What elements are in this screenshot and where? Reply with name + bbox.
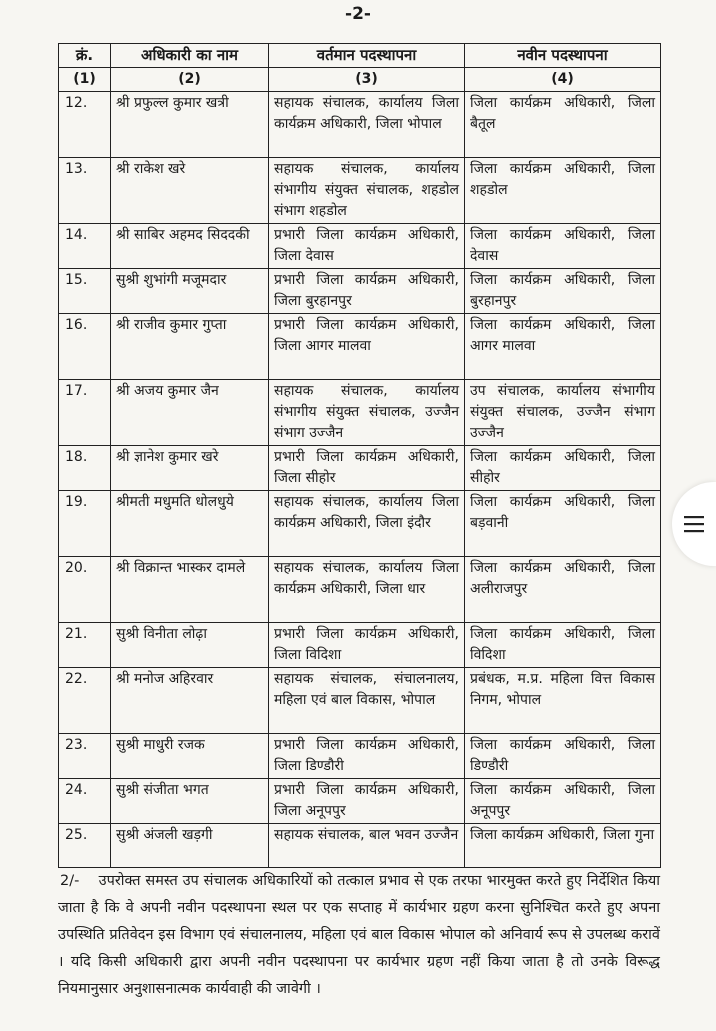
table-row	[59, 158, 661, 224]
new-posting: जिला कार्यक्रम अधिकारी, जिला बुरहानपुर	[465, 269, 661, 314]
table-row	[59, 557, 661, 623]
new-posting: जिला कार्यक्रम अधिकारी, जिला बड़वानी	[465, 491, 661, 557]
new-posting: प्रबंधक, म.प्र. महिला वित्त विकास निगम, भोपाल	[465, 668, 661, 734]
new-posting: जिला कार्यक्रम अधिकारी, जिला विदिशा	[465, 623, 661, 668]
current-posting: सहायक संचालक, कार्यालय संभागीय संयुक्त संचालक, शहडोल संभाग शहडोल	[269, 158, 465, 224]
column-number: (1)	[59, 68, 111, 92]
table-header-row	[59, 44, 661, 68]
current-posting: प्रभारी जिला कार्यक्रम अधिकारी, जिला बुरहानपुर	[269, 269, 465, 314]
officer-name: श्री मनोज अहिरवार	[111, 668, 269, 734]
current-posting: सहायक संचालक, कार्यालय जिला कार्यक्रम अधिकारी, जिला धार	[269, 557, 465, 623]
new-posting: जिला कार्यक्रम अधिकारी, जिला शहडोल	[465, 158, 661, 224]
serial-number: 22.	[59, 668, 111, 734]
header-new-posting: नवीन पदस्थापना	[465, 44, 661, 68]
current-posting: सहायक संचालक, कार्यालय संभागीय संयुक्त संचालक, उज्जैन संभाग उज्जैन	[269, 380, 465, 446]
table-row	[59, 623, 661, 668]
officer-name: श्री साबिर अहमद सिददकी	[111, 224, 269, 269]
table-row	[59, 269, 661, 314]
serial-number: 24.	[59, 779, 111, 824]
header-officer-name: अधिकारी का नाम	[111, 44, 269, 68]
table-row	[59, 824, 661, 868]
new-posting: जिला कार्यक्रम अधिकारी, जिला सीहोर	[465, 446, 661, 491]
serial-number: 19.	[59, 491, 111, 557]
officer-name: श्री ज्ञानेश कुमार खरे	[111, 446, 269, 491]
current-posting: प्रभारी जिला कार्यक्रम अधिकारी, जिला विदिशा	[269, 623, 465, 668]
serial-number: 23.	[59, 734, 111, 779]
current-posting: सहायक संचालक, कार्यालय जिला कार्यक्रम अधिकारी, जिला इंदौर	[269, 491, 465, 557]
table-row	[59, 734, 661, 779]
new-posting: जिला कार्यक्रम अधिकारी, जिला देवास	[465, 224, 661, 269]
officer-name: श्री अजय कुमार जैन	[111, 380, 269, 446]
serial-number: 13.	[59, 158, 111, 224]
header-current-posting: वर्तमान पदस्थापना	[269, 44, 465, 68]
new-posting: जिला कार्यक्रम अधिकारी, जिला अनूपपुर	[465, 779, 661, 824]
serial-number: 20.	[59, 557, 111, 623]
serial-number: 21.	[59, 623, 111, 668]
table-row	[59, 92, 661, 158]
menu-button[interactable]	[672, 482, 716, 566]
paragraph-text: उपरोक्त समस्त उप संचालक अधिकारियों को तत्काल प्रभाव से एक तरफा भारमुक्त करते हुए निर्देशित किया जाता है कि वे अपनी नवीन पदस्थापना स्थल पर एक सप्ताह में कार्यभार ग्रहण करना सुनिश्चित करते हुए अपना उपस्थिति प्रतिवेदन इस विभाग एवं संचालनालय, महिला एवं बाल विकास भोपाल को अनिवार्य रूप से उपलब्ध करावें । यदि किसी अधिकारी द्वारा अपनी नवीन पदस्थापना पर कार्यभार ग्रहण नहीं किया जाता है तो उनके विरूद्ध नियमानुसार अनुशासनात्मक कार्यवाही की जावेगी ।	[58, 873, 661, 997]
current-posting: सहायक संचालक, संचालनालय, महिला एवं बाल विकास, भोपाल	[269, 668, 465, 734]
serial-number: 16.	[59, 314, 111, 380]
table-row	[59, 224, 661, 269]
new-posting: जिला कार्यक्रम अधिकारी, जिला बैतूल	[465, 92, 661, 158]
new-posting: जिला कार्यक्रम अधिकारी, जिला गुना	[465, 824, 661, 868]
officer-name: सुश्री शुभांगी मजूमदार	[111, 269, 269, 314]
header-serial: क्रं.	[59, 44, 111, 68]
officer-name: सुश्री अंजली खड़गी	[111, 824, 269, 868]
officer-name: श्री विक्रान्त भास्कर दामले	[111, 557, 269, 623]
officer-name: श्री राकेश खरे	[111, 158, 269, 224]
table-row	[59, 668, 661, 734]
officer-name: श्री प्रफुल्ल कुमार खत्री	[111, 92, 269, 158]
table-row	[59, 446, 661, 491]
table-row	[59, 314, 661, 380]
serial-number: 14.	[59, 224, 111, 269]
officer-name: श्रीमती मधुमति धोलधुये	[111, 491, 269, 557]
officer-name: सुश्री संजीता भगत	[111, 779, 269, 824]
table-row	[59, 491, 661, 557]
serial-number: 17.	[59, 380, 111, 446]
serial-number: 12.	[59, 92, 111, 158]
table-row	[59, 380, 661, 446]
table-row	[59, 779, 661, 824]
officer-name: सुश्री विनीता लोढ़ा	[111, 623, 269, 668]
new-posting: जिला कार्यक्रम अधिकारी, जिला डिण्डौरी	[465, 734, 661, 779]
current-posting: प्रभारी जिला कार्यक्रम अधिकारी, जिला आगर मालवा	[269, 314, 465, 380]
current-posting: प्रभारी जिला कार्यक्रम अधिकारी, जिला अनूपपुर	[269, 779, 465, 824]
officer-name: श्री राजीव कुमार गुप्ता	[111, 314, 269, 380]
column-number: (2)	[111, 68, 269, 92]
instruction-paragraph	[58, 868, 660, 1003]
hamburger-menu-icon	[683, 514, 705, 534]
page-number: -2-	[345, 4, 371, 24]
current-posting: प्रभारी जिला कार्यक्रम अधिकारी, जिला सीहोर	[269, 446, 465, 491]
transfer-table	[58, 43, 661, 868]
officer-name: सुश्री माधुरी रजक	[111, 734, 269, 779]
current-posting: सहायक संचालक, कार्यालय जिला कार्यक्रम अधिकारी, जिला भोपाल	[269, 92, 465, 158]
paragraph-number: 2/-	[60, 873, 80, 889]
current-posting: प्रभारी जिला कार्यक्रम अधिकारी, जिला देवास	[269, 224, 465, 269]
current-posting: सहायक संचालक, बाल भवन उज्जैन	[269, 824, 465, 868]
current-posting: प्रभारी जिला कार्यक्रम अधिकारी, जिला डिण्डौरी	[269, 734, 465, 779]
new-posting: जिला कार्यक्रम अधिकारी, जिला आगर मालवा	[465, 314, 661, 380]
column-number-row	[59, 68, 661, 92]
serial-number: 15.	[59, 269, 111, 314]
table-body	[59, 68, 661, 868]
serial-number: 25.	[59, 824, 111, 868]
column-number: (4)	[465, 68, 661, 92]
serial-number: 18.	[59, 446, 111, 491]
new-posting: उप संचालक, कार्यालय संभागीय संयुक्त संचालक, उज्जैन संभाग उज्जैन	[465, 380, 661, 446]
column-number: (3)	[269, 68, 465, 92]
new-posting: जिला कार्यक्रम अधिकारी, जिला अलीराजपुर	[465, 557, 661, 623]
